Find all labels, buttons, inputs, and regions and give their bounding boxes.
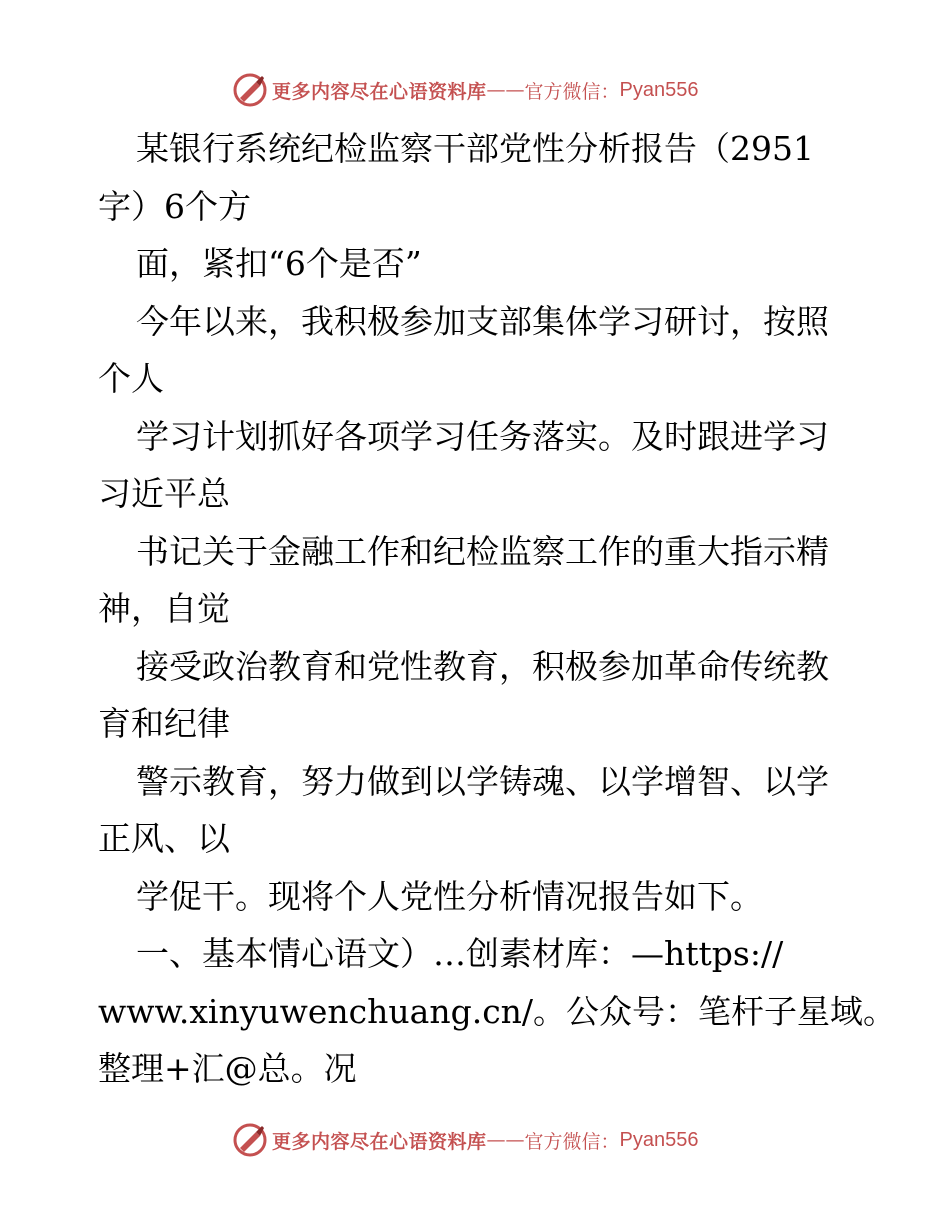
banner-dash: —— (486, 1129, 525, 1151)
header-banner (232, 70, 712, 110)
text-line: 字）6个方 (98, 186, 251, 226)
text-line: 一、基本情心语文）…创素材库：—https:// (136, 934, 784, 973)
banner-wechat-id: Pyan556 (619, 78, 699, 101)
pen-logo-icon (232, 72, 268, 108)
text-line: 育和纪律 (98, 704, 230, 743)
footer-banner (232, 1120, 712, 1160)
text-line: 正风、以 (98, 819, 230, 858)
text-line: 个人 (98, 359, 164, 398)
text-line: 今年以来，我积极参加支部集体学习研讨，按照 (136, 301, 829, 341)
banner-wechat-label: 官方微信： (524, 80, 620, 103)
pen-logo-icon (232, 1122, 268, 1158)
text-line: 某银行系统纪检监察干部党性分析报告（2951 (136, 129, 814, 168)
text-line: www.xinyuwenchuang.cn/。公众号：笔杆子星域。 (98, 991, 897, 1031)
text-line: 习近平总 (98, 474, 230, 513)
text-line: 神，自觉 (98, 589, 230, 628)
text-line: 警示教育，努力做到以学铸魂、以学增智、以学 (136, 761, 829, 801)
text-line: 学习计划抓好各项学习任务落实。及时跟进学习 (136, 416, 829, 456)
text-line: 整理+汇@总。况 (98, 1049, 357, 1088)
banner-dash: —— (486, 79, 525, 101)
banner-text: 更多内容尽在心语资料库 (272, 80, 487, 103)
banner-wechat-id: Pyan556 (619, 1128, 699, 1151)
text-line: 面，紧扣“6个是否” (136, 244, 422, 283)
text-line: 书记关于金融工作和纪检监察工作的重大指示精 (136, 531, 829, 571)
text-line: 接受政治教育和党性教育，积极参加革命传统教 (136, 646, 829, 686)
text-line: 学促干。现将个人党性分析情况报告如下。 (136, 876, 763, 916)
document-body (98, 120, 897, 1098)
banner-text: 更多内容尽在心语资料库 (272, 1130, 487, 1153)
banner-wechat-label: 官方微信： (524, 1130, 620, 1153)
